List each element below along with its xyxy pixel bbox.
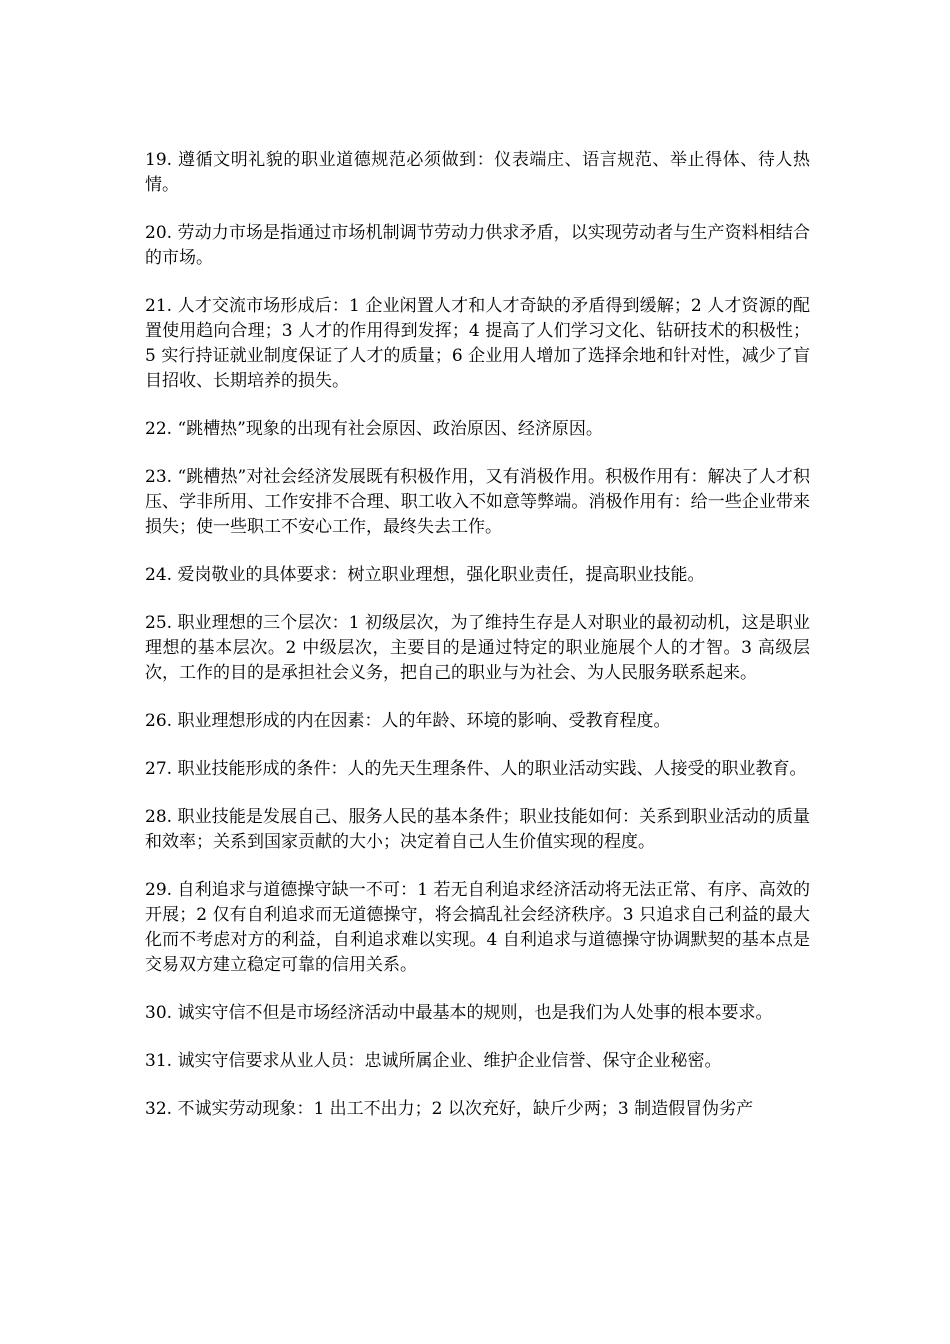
paragraph-21: 21. 人才交流市场形成后：1 企业闲置人才和人才奇缺的矛盾得到缓解；2 人才资源的配置使用趋向合理；3 人才的作用得到发挥；4 提高了人们学习文化、钻研技术的积极性；5 实行持证就业制度保证了人才的质量；6 企业用人增加了选择余地和针对性，减少了盲目招收、长期培养的损失。 bbox=[145, 296, 810, 391]
paragraph-22: 22. “跳槽热”现象的出现有社会原因、政治原因、经济原因。 bbox=[145, 419, 603, 439]
document-page bbox=[145, 148, 810, 1145]
paragraph-25: 25. 职业理想的三个层次：1 初级层次，为了维持生存是人对职业的最初动机，这是职业理想的基本层次。2 中级层次，主要目的是通过特定的职业施展个人的才智。3 高级层次，工作的目的是承担社会义务，把自己的职业与为社会、为人民服务联系起来。 bbox=[145, 613, 810, 683]
paragraph-24: 24. 爱岗敬业的具体要求：树立职业理想，强化职业责任，提高职业技能。 bbox=[145, 565, 705, 585]
paragraph-27: 27. 职业技能形成的条件：人的先天生理条件、人的职业活动实践、人接受的职业教育。 bbox=[145, 759, 807, 779]
paragraph-19: 19. 遵循文明礼貌的职业道德规范必须做到：仪表端庄、语言规范、举止得体、待人热情。 bbox=[145, 150, 810, 195]
paragraph-28: 28. 职业技能是发展自己、服务人民的基本条件；职业技能如何：关系到职业活动的质量和效率；关系到国家贡献的大小；决定着自己人生价值实现的程度。 bbox=[145, 807, 810, 852]
paragraph-23: 23. “跳槽热”对社会经济发展既有积极作用，又有消极作用。积极作用有：解决了人才积压、学非所用、工作安排不合理、职工收入不如意等弊端。消极作用有：给一些企业带来损失；使一些职工不安心工作，最终失去工作。 bbox=[145, 467, 810, 537]
paragraph-20: 20. 劳动力市场是指通过市场机制调节劳动力供求矛盾，以实现劳动者与生产资料相结合的市场。 bbox=[145, 223, 810, 268]
paragraph-26: 26. 职业理想形成的内在因素：人的年龄、环境的影响、受教育程度。 bbox=[145, 711, 671, 731]
paragraph-32: 32. 不诚实劳动现象：1 出工不出力；2 以次充好，缺斤少两；3 制造假冒伪劣产 bbox=[145, 1099, 754, 1119]
paragraph-29: 29. 自利追求与道德操守缺一不可：1 若无自利追求经济活动将无法正常、有序、高效的开展；2 仅有自利追求而无道德操守，将会搞乱社会经济秩序。3 只追求自己利益的最大化而不考虑对方的利益，自利追求难以实现。4 自利追求与道德操守协调默契的基本点是交易双方建立稳定可靠的信用关系。 bbox=[145, 880, 810, 975]
paragraph-31: 31. 诚实守信要求从业人员：忠诚所属企业、维护企业信誉、保守企业秘密。 bbox=[145, 1051, 722, 1071]
paragraph-30: 30. 诚实守信不但是市场经济活动中最基本的规则，也是我们为人处事的根本要求。 bbox=[145, 1003, 773, 1023]
